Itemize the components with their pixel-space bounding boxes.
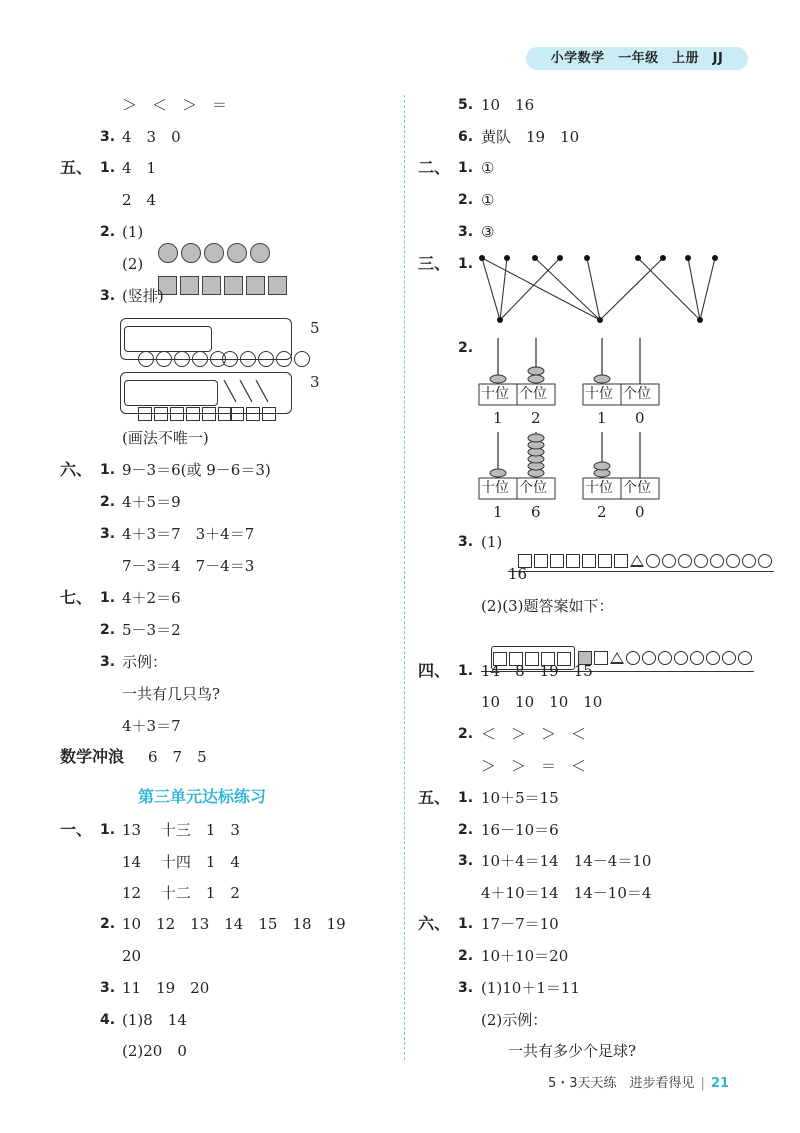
circle-icon [694,554,708,568]
circle-icon [174,351,190,367]
match-dot [685,255,691,261]
answer-line: 6 7 5 [148,748,207,766]
item-number: 2. [100,494,116,510]
book-badge: 小学数学 一年级 上册 JJ [526,47,748,70]
match-dot [504,255,510,261]
circle-icon [240,351,256,367]
answer-label: (1) [122,223,144,241]
square-icon [614,554,628,568]
circle-icon [726,554,740,568]
abacus-digit: 2 [531,409,541,427]
answer-line: ＜ ＞ ＞ ＜ [481,725,587,743]
circle-icon [706,651,720,665]
section-label: 数学冲浪 [60,747,125,766]
footer-slogan: 5・3天天练 进步看得见 [548,1076,695,1091]
circle-icon [758,554,772,568]
square-icon [186,407,200,421]
circle-icon [294,351,310,367]
answer-line: 9－3＝6(或 9－6＝3) [122,461,271,479]
answer-line: 10 16 [481,96,535,114]
gray-square-icon [180,276,199,295]
circle-icon [738,651,752,665]
answer-line: ＞ ＞ ＝ ＜ [481,757,587,775]
item-number: 2. [458,822,474,838]
answer-line: 10＋10＝20 [481,947,569,965]
answer-line: 16 [508,565,528,583]
circle-icon [646,554,660,568]
match-dot [597,317,603,323]
abacus-bead [528,434,544,442]
answer-line: (1)10＋1＝11 [481,979,580,997]
abacus-digit: 2 [597,503,607,521]
answer-line: 一共有几只鸟? [122,685,221,703]
circle-icon [690,651,704,665]
answer-line: 17－7＝10 [481,915,559,933]
answer-line: 12 十二 1 2 [122,884,240,902]
answer-line: 4＋5＝9 [122,493,181,511]
answer-line: ＞ ＜ ＞ ＝ [122,96,228,114]
answer-line: 14 十四 1 4 [122,853,240,871]
count-label: 5 [310,319,320,337]
answer-line: 2 4 [122,191,157,209]
circle-icon [674,651,688,665]
answer-line: 20 [122,947,142,965]
gray-square-icon [268,276,287,295]
section-label: 三、 [418,254,451,273]
answer-line: (1)8 14 [122,1011,187,1029]
abacus-bead [594,375,610,383]
circle-icon [276,351,292,367]
item-number: 1. [100,822,116,838]
abacus-digit: 0 [635,503,645,521]
note: (画法不唯一) [122,429,209,447]
circle-icon [662,554,676,568]
item-number: 2. [458,340,474,356]
circle-icon [678,554,692,568]
item-number: 3. [100,980,116,996]
page-number: 21 [710,1076,730,1091]
answer-line: 7－3＝4 7－4＝3 [122,557,255,575]
circle-icon [626,651,640,665]
answer-line: 10 10 10 10 [481,693,603,711]
answer-line: 4 1 [122,159,157,177]
answer-line: 14 8 19 15 [481,662,593,680]
circle-icon [222,351,238,367]
gray-square-icon [202,276,221,295]
answer-line: 4＋3＝7 3＋4＝7 [122,525,255,543]
matching-diagram [470,248,730,330]
circle-icon [642,651,656,665]
gray-square-icon [246,276,265,295]
answer-line: 示例： [122,653,168,671]
answer-line: 4 3 0 [122,128,181,146]
match-dot [497,317,503,323]
section-label: 四、 [418,661,451,680]
answer-line: 4＋2＝6 [122,589,181,607]
answer-line: (2)20 0 [122,1042,187,1060]
cross-out-strokes [220,374,284,410]
abacus-digit: 1 [493,409,503,427]
abacus-bead [594,462,610,470]
section-label: 六、 [60,460,93,479]
answer-line: 5－3＝2 [122,621,181,639]
item-number: 3. [100,129,116,145]
abacus-digit: 0 [635,409,645,427]
circle-icon [138,351,154,367]
answer-line: 一共有多少个足球? [508,1042,637,1060]
tens-label: 十位 [585,386,613,402]
item-number: 1. [100,590,116,606]
square-icon [138,407,152,421]
triangle-icon [630,555,644,567]
match-dot [660,255,666,261]
ones-label: 个位 [623,386,651,402]
item-number: 1. [458,916,474,932]
gray-square-row [148,254,290,295]
section-label: 五、 [418,788,451,807]
item-number: 2. [100,224,116,240]
unit-title: 第三单元达标练习 [137,787,266,806]
circle-icon [722,651,736,665]
circle-row [212,328,312,368]
answer-line: 10＋5＝15 [481,789,559,807]
page-footer [548,1072,729,1091]
answer-line: (2)(3)题答案如下： [481,597,614,615]
circle-icon [258,351,274,367]
ones-label: 个位 [623,480,651,496]
tens-label: 十位 [585,480,613,496]
item-number: 3. [100,288,116,304]
abacus-digit: 6 [531,503,541,521]
item-number: 3. [458,224,474,240]
match-dot [532,255,538,261]
item-number: 1. [100,160,116,176]
section-label: 五、 [60,158,93,177]
answer-line: 4＋3＝7 [122,717,181,735]
answer-line: 16－10＝6 [481,821,559,839]
shape-row-1 [508,530,774,572]
count-label: 3 [310,373,320,391]
square-icon [582,554,596,568]
answer-line: 11 19 20 [122,979,210,997]
answer-line: ① [481,191,495,209]
square-icon [534,554,548,568]
tens-label: 十位 [481,480,509,496]
item-number: 2. [458,192,474,208]
square-icon [594,651,608,665]
item-number: 2. [100,622,116,638]
answer-line: ③ [481,223,495,241]
item-number: 2. [458,948,474,964]
match-dot [557,255,563,261]
answer-line: 黄队 19 10 [481,128,580,146]
item-number: 4. [100,1012,116,1028]
circle-icon [710,554,724,568]
item-number: 3. [458,534,474,550]
item-number: 1. [458,790,474,806]
answer-label: (2) [122,255,144,273]
item-number: 5. [458,97,474,113]
circle-icon [742,554,756,568]
item-number: 1. [458,663,474,679]
match-dot [712,255,718,261]
item-number: 1. [458,160,474,176]
item-number: 6. [458,129,474,145]
column-divider [404,95,405,1060]
item-number: 3. [100,526,116,542]
answer-line: (2)示例： [481,1011,548,1029]
abacus-bead [528,375,544,383]
item-number: 3. [100,654,116,670]
section-label: 二、 [418,158,451,177]
square-icon [566,554,580,568]
circle-icon [658,651,672,665]
abacus-digit: 1 [493,503,503,521]
section-label: 六、 [418,914,451,933]
square-icon [598,554,612,568]
footer-separator: | [700,1076,705,1091]
match-dot [584,255,590,261]
square-icon [550,554,564,568]
square-icon [154,407,168,421]
ones-label: 个位 [519,386,547,402]
match-dot [635,255,641,261]
square-icon [202,407,216,421]
circle-icon [156,351,172,367]
item-number: 2. [458,726,474,742]
square-row [128,383,234,423]
item-number: 3. [458,853,474,869]
match-dot [479,255,485,261]
answer-label: (1) [481,533,503,551]
section-label: 七、 [60,588,93,607]
answer-line: 4＋10＝14 14－10＝4 [481,884,652,902]
abacus-bead [528,367,544,375]
item-number: 1. [458,256,474,272]
square-icon [170,407,184,421]
item-number: 3. [458,980,474,996]
answer-line: ① [481,159,495,177]
triangle-icon [610,652,624,664]
circle-icon [192,351,208,367]
answer-line: (竖排) [122,287,164,305]
section-label: 一、 [60,820,93,839]
abacus-digit: 1 [597,409,607,427]
abacus-bead [490,375,506,383]
abacus-bead [490,469,506,477]
ones-label: 个位 [519,480,547,496]
match-dot [697,317,703,323]
item-number: 2. [100,916,116,932]
answer-line: 10 12 13 14 15 18 19 [122,915,346,933]
answer-line: 10＋4＝14 14－4＝10 [481,852,652,870]
tens-label: 十位 [481,386,509,402]
item-number: 1. [100,462,116,478]
gray-square-icon [224,276,243,295]
answer-line: 13 十三 1 3 [122,821,240,839]
